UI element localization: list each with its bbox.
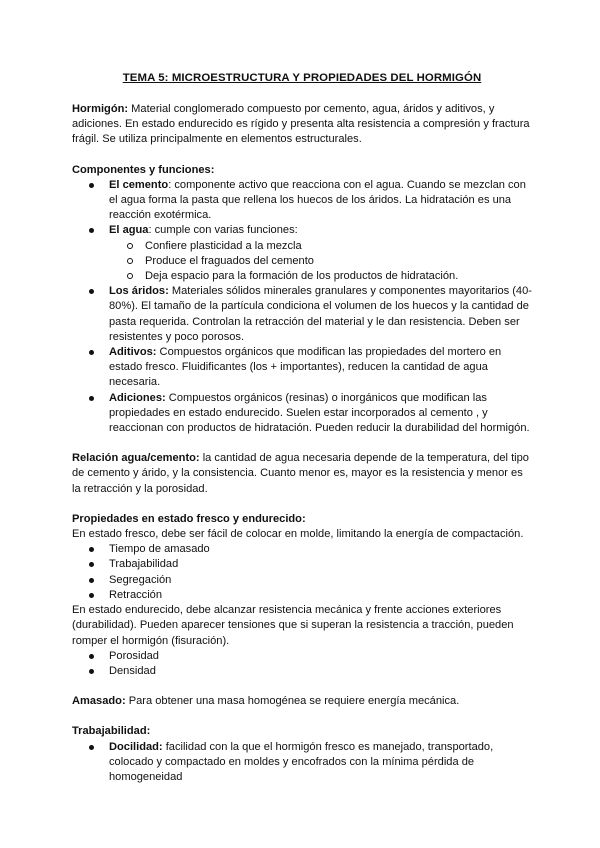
item-text: Compuestos orgánicos (resinas) o inorgánicos que modifican las propiedades en estado endurecido. Suelen estar incorporados al cemento , y reaccionan con productos de hidratación. Pueden reducir la durabilidad del hormigón. [109,391,530,435]
item-text: Materiales sólidos minerales granulares y componentes mayoritarios (40-80%). El tamaño de la partícula condiciona el volumen de los huecos y la cantidad de pasta requerida. Controlan la retracción del material y le dan resistencia. Deben ser resistentes y poco porosos. [109,285,532,343]
item-term: Adiciones: [109,391,166,404]
intro-paragraph [72,102,532,148]
components-list [72,178,532,436]
list-item [72,391,532,437]
amasado-paragraph [72,694,532,709]
sub-list-item: Confiere plasticidad a la mezcla [109,239,532,254]
properties-section [72,512,532,679]
water-functions-list [109,239,532,285]
relation-section [72,451,532,497]
list-item: Tiempo de amasado [72,542,532,557]
list-item: Segregación [72,573,532,588]
item-text: : componente activo que reacciona con el agua. Cuando se mezclan con el agua forma la pasta que rellena los huecos de los áridos. La hidratación es una reacción exotérmica. [109,178,526,222]
amasado-section [72,694,532,709]
item-text: Compuestos orgánicos que modifican las propiedades del mortero en estado fresco. Fluidificantes (los + importantes), reducen la cantidad de agua necesaria. [109,346,502,389]
document-content [72,71,532,785]
workability-heading: Trabajabilidad: [72,725,151,738]
hardened-state-text: En estado endurecido, debe alcanzar resistencia mecánica y frente acciones exteriores (durabilidad). Pueden aparecer tensiones que si superan la resistencia a tracción, pueden romper el hormigón (fisuración). [72,604,514,647]
components-section [72,163,532,437]
sub-list-item: Produce el fraguados del cemento [109,254,532,269]
intro-text: Material conglomerado compuesto por cemento, agua, áridos y aditivos, y adiciones. En estado endurecido es rígido y presenta alta resistencia a compresión y fractura frágil. Se utiliza principalmente en elementos estructurales. [72,103,530,146]
item-text: : cumple con varias funciones: [148,224,298,237]
fresh-properties-list [72,542,532,603]
item-term: Docilidad: [109,740,163,753]
amasado-text: Para obtener una masa homogénea se requiere energía mecánica. [125,695,460,708]
components-heading: Componentes y funciones: [72,163,215,176]
list-item: Porosidad [72,649,532,664]
item-text: facilidad con la que el hormigón fresco es manejado, transportado, colocado y compactado en moldes y encofrados con la mínima pérdida de homogeneidad [109,740,494,783]
list-item [72,284,532,345]
list-item [72,178,532,224]
amasado-term: Amasado: [72,695,126,708]
list-item: Trabajabilidad [72,557,532,572]
hardened-properties-list [72,649,532,679]
item-term: Los áridos: [109,285,169,298]
list-item [72,345,532,391]
list-item: Retracción [72,588,532,603]
workability-list [72,740,532,786]
relation-paragraph [72,451,532,497]
properties-heading: Propiedades en estado fresco y endurecido: [72,512,306,525]
sub-list-item: Deja espacio para la formación de los productos de hidratación. [109,269,532,284]
list-item: Densidad [72,664,532,679]
page-title: TEMA 5: MICROESTRUCTURA Y PROPIEDADES DEL HORMIGÓN [122,72,482,84]
item-term: El cemento [109,178,169,191]
intro-term: Hormigón: [72,103,129,115]
workability-section [72,724,532,785]
list-item [72,740,532,786]
item-term: Aditivos: [109,346,157,359]
item-term: El agua [109,224,149,237]
relation-text: la cantidad de agua necesaria depende de la temperatura, del tipo de cemento y árido, y la consistencia. Cuanto menor es, mayor es la resistencia y menor es la retracción y la porosidad. [72,452,529,495]
list-item [72,223,532,284]
relation-term: Relación agua/cemento: [72,452,200,465]
fresh-state-text: En estado fresco, debe ser fácil de colocar en molde, limitando la energía de compactación. [72,528,524,541]
